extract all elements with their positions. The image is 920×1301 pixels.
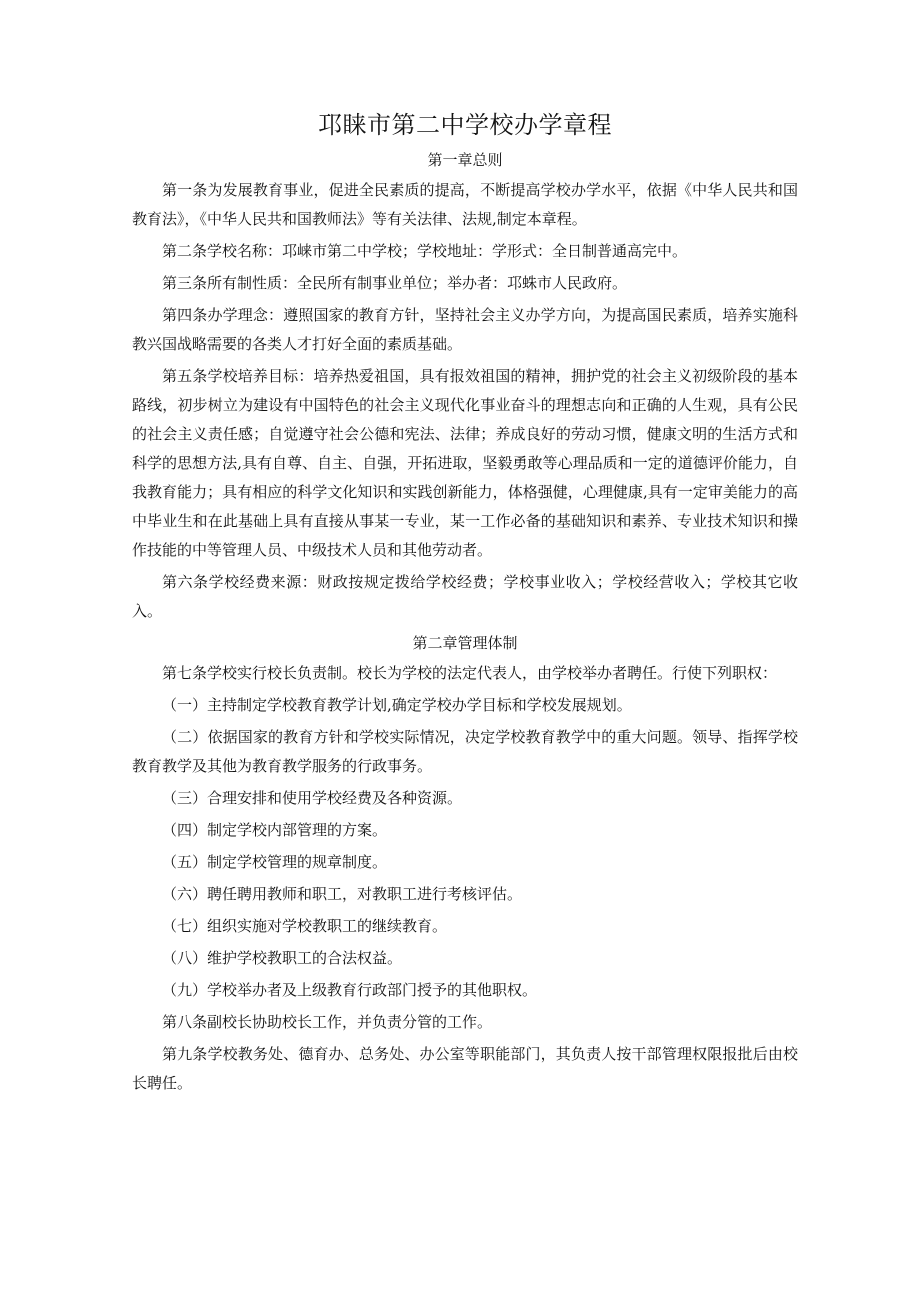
article-3: 第三条所有制性质：全民所有制事业单位；举办者：邛蛛市人民政府。 <box>162 274 628 292</box>
power-item-3: （三）合理安排和使用学校经费及各种资源。 <box>162 789 463 807</box>
article-1: 第一条为发展教育事业，促进全民素质的提高，不断提高学校办学水平，依据《中华人民共和国教育法》，《中华人民共和国教师法》等有关法律、法规,制定本章程。 <box>132 181 798 228</box>
power-item-7: （七）组织实施对学校教职工的继续教育。 <box>162 917 448 935</box>
article-7: 第七条学校实行校长负责制。校长为学校的法定代表人，由学校举办者聘任。行使下列职权： <box>162 664 778 682</box>
document-title: 邛睐市第二中学校办学章程 <box>318 111 612 139</box>
power-item-4: （四）制定学校内部管理的方案。 <box>162 821 388 839</box>
article-8: 第八条副校长协助校长工作，并负责分管的工作。 <box>162 1013 493 1031</box>
chapter-heading-1: 第一章总则 <box>427 151 503 169</box>
chapter-heading-2: 第二章管理体制 <box>412 634 518 652</box>
power-item-8: （八）维护学校教职工的合法权益。 <box>162 949 403 967</box>
article-5: 第五条学校培养目标：培养热爱祖国，具有报效祖国的精神，拥护党的社会主义初级阶段的基本路线，初步树立为建设有中国特色的社会主义现代化事业奋斗的理想志向和正确的人生观，具有公民的社会主义责任感；自觉遵守社会公德和宪法、法律；养成良好的劳动习惯，健康文明的生活方式和科学的思想方法,具有自尊、自主、自强，开拓进取，坚毅勇敢等心理品质和一定的道德评价能力，自我教育能力；具有相应的科学文化知识和实践创新能力，体格强健，心理健康,具有一定审美能力的高中毕业生和在此基础上具有直接从事某一专业，某一工作必备的基础知识和素养、专业技术知识和操作技能的中等管理人员、中级技术人员和其他劳动者。 <box>132 367 798 559</box>
power-item-5: （五）制定学校管理的规章制度。 <box>162 853 388 871</box>
power-item-2: （二）依据国家的教育方针和学校实际情况，决定学校教育教学中的重大问题。领导、指挥学校教育教学及其他为教育教学服务的行政事务。 <box>132 728 798 775</box>
power-item-9: （九）学校举办者及上级教育行政部门授予的其他职权。 <box>162 981 538 999</box>
article-9: 第九条学校教务处、德育办、总务处、办公室等职能部门，其负责人按干部管理权限报批后由校长聘任。 <box>132 1045 798 1092</box>
article-6: 第六条学校经费来源：财政按规定拨给学校经费；学校事业收入；学校经营收入；学校其它收入。 <box>132 573 798 620</box>
power-item-1: （一）主持制定学校教育教学计划,确定学校办学目标和学校发展规划。 <box>162 696 632 714</box>
article-4: 第四条办学理念：遵照国家的教育方针，坚持社会主义办学方向，为提高国民素质，培养实施科教兴国战略需要的各类人才打好全面的素质基础。 <box>132 306 798 353</box>
power-item-6: （六）聘任聘用教师和职工，对教职工进行考核评估。 <box>162 885 523 903</box>
article-2: 第二条学校名称：邛崃市第二中学校；学校地址：学形式：全日制普通高完中。 <box>162 242 688 260</box>
